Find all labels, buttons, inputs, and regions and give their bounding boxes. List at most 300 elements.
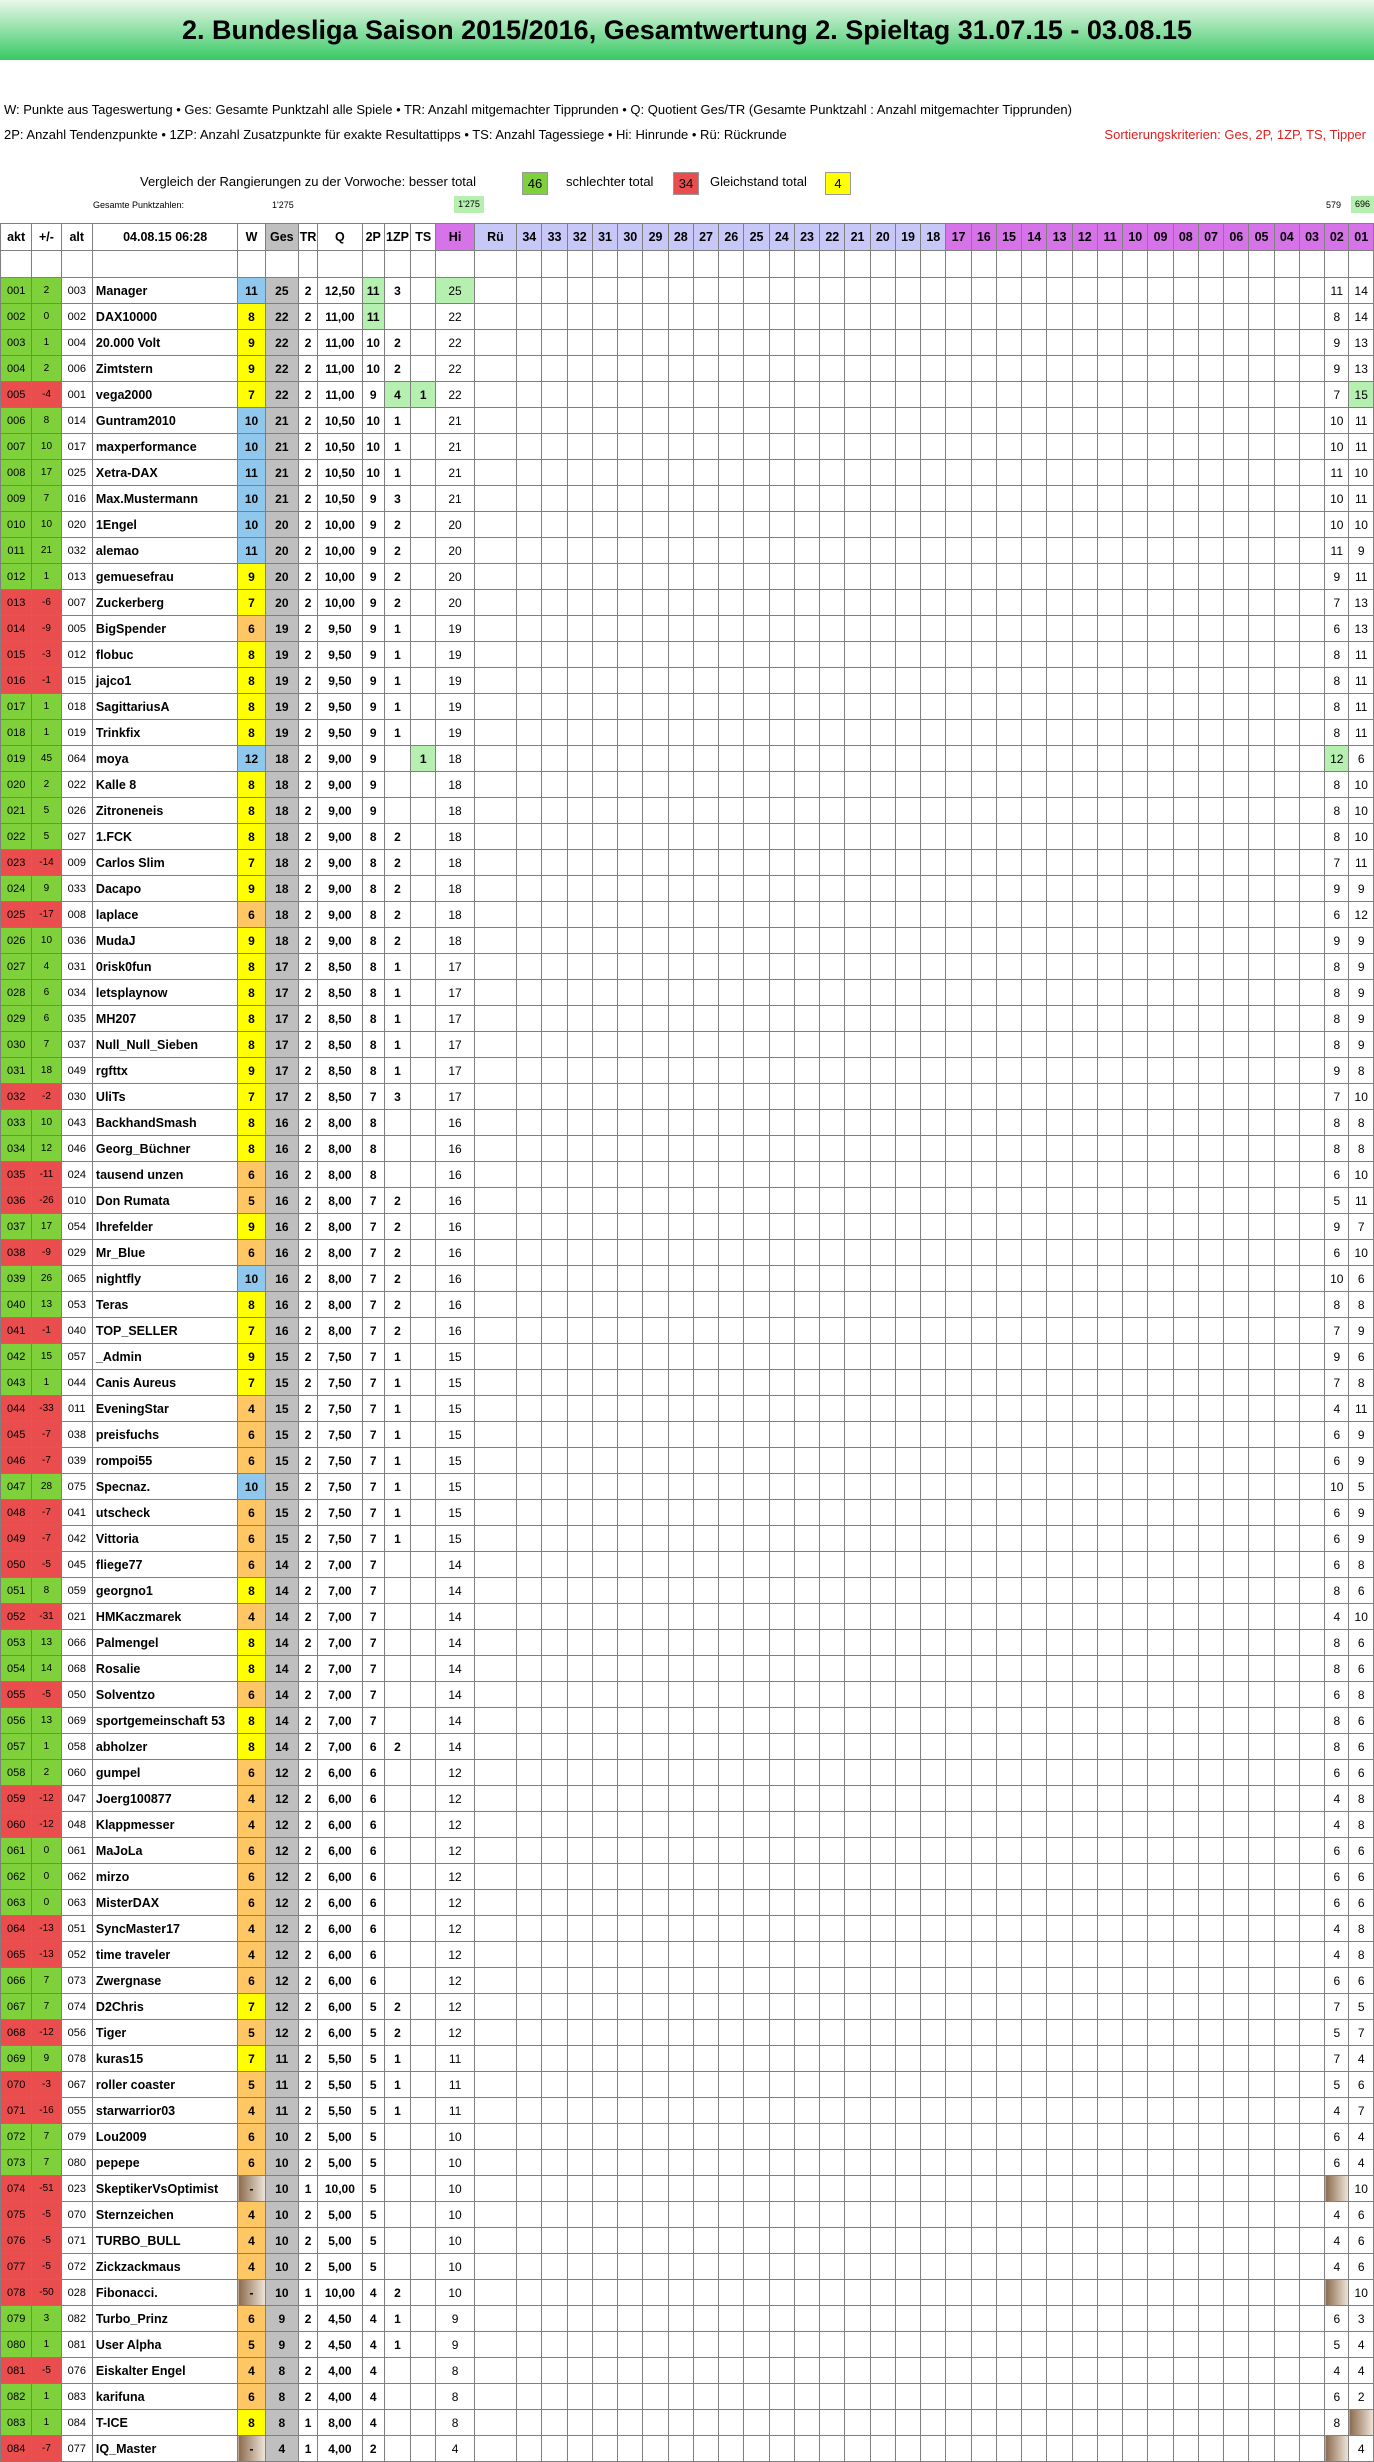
table-row bbox=[1, 356, 1374, 382]
round-cell bbox=[1274, 1734, 1299, 1760]
spacer-cell bbox=[693, 251, 718, 278]
hinrunde: 15 bbox=[436, 1344, 474, 1370]
round-cell bbox=[567, 1474, 592, 1500]
round-cell bbox=[618, 1682, 643, 1708]
round-cell bbox=[1299, 850, 1324, 876]
round-cell bbox=[542, 2150, 567, 2176]
exact-points: 1 bbox=[384, 616, 410, 642]
quotient: 7,50 bbox=[318, 1344, 362, 1370]
round-cell bbox=[870, 902, 895, 928]
round-cell bbox=[1097, 304, 1122, 330]
round-cell bbox=[946, 1994, 971, 2020]
round-cell bbox=[794, 1188, 819, 1214]
round-cell bbox=[668, 538, 693, 564]
round-cell bbox=[1097, 1214, 1122, 1240]
round-cell bbox=[845, 1812, 870, 1838]
round-cell bbox=[1299, 2150, 1324, 2176]
round-cell bbox=[1072, 1110, 1097, 1136]
round-cell bbox=[719, 486, 744, 512]
round-cell bbox=[1249, 1786, 1274, 1812]
round-cell bbox=[895, 382, 920, 408]
change-cell: 13 bbox=[32, 1292, 61, 1318]
spacer-cell bbox=[996, 251, 1021, 278]
round-cell bbox=[1274, 2384, 1299, 2410]
round-02: 8 bbox=[1325, 720, 1349, 746]
round-cell bbox=[542, 1682, 567, 1708]
total-points: 17 bbox=[265, 1006, 298, 1032]
round-cell bbox=[1123, 1864, 1148, 1890]
total-points: 12 bbox=[265, 1942, 298, 1968]
round-cell bbox=[1148, 928, 1173, 954]
round-cell bbox=[1224, 1240, 1249, 1266]
round-cell bbox=[592, 2046, 617, 2072]
round-cell bbox=[996, 1838, 1021, 1864]
round-cell bbox=[1299, 1422, 1324, 1448]
round-cell bbox=[542, 2176, 567, 2202]
round-cell bbox=[592, 850, 617, 876]
round-cell bbox=[1097, 798, 1122, 824]
round-cell bbox=[1022, 1578, 1047, 1604]
round-cell bbox=[1198, 772, 1223, 798]
rank-cell: 030 bbox=[1, 1032, 32, 1058]
round-cell bbox=[542, 460, 567, 486]
round-cell bbox=[744, 2228, 769, 2254]
round-cell bbox=[567, 1578, 592, 1604]
round-01: 10 bbox=[1349, 2176, 1374, 2202]
change-cell: 1 bbox=[32, 1370, 61, 1396]
prev-rank-cell: 034 bbox=[61, 980, 92, 1006]
total-points: 8 bbox=[265, 2384, 298, 2410]
round-cell bbox=[618, 2098, 643, 2124]
round-cell bbox=[1097, 2046, 1122, 2072]
round-cell bbox=[1299, 2202, 1324, 2228]
round-cell bbox=[946, 616, 971, 642]
table-row bbox=[1, 1578, 1374, 1604]
spacer-cell bbox=[643, 251, 668, 278]
round-cell bbox=[794, 2072, 819, 2098]
table-row bbox=[1, 1240, 1374, 1266]
round-cell bbox=[1097, 1994, 1122, 2020]
round-cell bbox=[668, 2254, 693, 2280]
round-cell bbox=[592, 2384, 617, 2410]
round-cell bbox=[542, 1214, 567, 1240]
round-cell bbox=[794, 668, 819, 694]
round-cell bbox=[1224, 408, 1249, 434]
spacer-cell bbox=[32, 251, 61, 278]
round-cell bbox=[946, 1032, 971, 1058]
round-cell bbox=[567, 954, 592, 980]
round-cell bbox=[1224, 1708, 1249, 1734]
round-cell bbox=[517, 330, 542, 356]
round-cell bbox=[1274, 850, 1299, 876]
round-cell bbox=[744, 2436, 769, 2462]
round-cell bbox=[668, 1136, 693, 1162]
round-cell bbox=[1249, 2046, 1274, 2072]
round-cell bbox=[845, 2202, 870, 2228]
round-cell bbox=[971, 2124, 996, 2150]
rank-cell: 010 bbox=[1, 512, 32, 538]
round-cell bbox=[592, 2228, 617, 2254]
round-01: 8 bbox=[1349, 1292, 1374, 1318]
player-name: fliege77 bbox=[92, 1552, 237, 1578]
round-cell bbox=[971, 1058, 996, 1084]
round-cell bbox=[845, 1292, 870, 1318]
round-cell bbox=[895, 1526, 920, 1552]
day-wins bbox=[411, 1552, 436, 1578]
round-cell bbox=[845, 1110, 870, 1136]
hinrunde: 15 bbox=[436, 1500, 474, 1526]
round-cell bbox=[719, 2150, 744, 2176]
round-cell bbox=[542, 1162, 567, 1188]
rounds-played: 2 bbox=[298, 2150, 317, 2176]
round-cell bbox=[1123, 1474, 1148, 1500]
round-cell bbox=[643, 512, 668, 538]
hinrunde: 10 bbox=[436, 2176, 474, 2202]
round-cell bbox=[1097, 1786, 1122, 1812]
round-cell bbox=[1173, 928, 1198, 954]
change-cell: -50 bbox=[32, 2280, 61, 2306]
round-cell bbox=[517, 434, 542, 460]
round-cell bbox=[769, 1136, 794, 1162]
round-cell bbox=[845, 1370, 870, 1396]
exact-points: 2 bbox=[384, 1266, 410, 1292]
round-cell bbox=[592, 1786, 617, 1812]
rank-cell: 025 bbox=[1, 902, 32, 928]
round-cell bbox=[794, 1240, 819, 1266]
round-cell bbox=[1274, 798, 1299, 824]
round-cell bbox=[744, 2254, 769, 2280]
total-points: 15 bbox=[265, 1526, 298, 1552]
spacer-cell bbox=[1072, 251, 1097, 278]
round-cell bbox=[895, 1058, 920, 1084]
round-02: 9 bbox=[1325, 1344, 1349, 1370]
round-cell bbox=[1148, 1630, 1173, 1656]
round-cell bbox=[1299, 1240, 1324, 1266]
round-cell bbox=[1072, 2072, 1097, 2098]
day-points: 10 bbox=[238, 1266, 265, 1292]
player-name: Mr_Blue bbox=[92, 1240, 237, 1266]
table-row bbox=[1, 1838, 1374, 1864]
prev-rank-cell: 077 bbox=[61, 2436, 92, 2462]
table-row bbox=[1, 538, 1374, 564]
exact-points: 1 bbox=[384, 1448, 410, 1474]
round-cell bbox=[946, 1240, 971, 1266]
round-02: 6 bbox=[1325, 1864, 1349, 1890]
round-cell bbox=[1022, 1084, 1047, 1110]
round-02: 8 bbox=[1325, 1136, 1349, 1162]
tendency-points: 9 bbox=[362, 616, 384, 642]
round-cell bbox=[820, 1110, 845, 1136]
round-cell bbox=[618, 460, 643, 486]
day-points: 7 bbox=[238, 1084, 265, 1110]
prev-rank-cell: 038 bbox=[61, 1422, 92, 1448]
round-cell bbox=[794, 980, 819, 1006]
round-cell bbox=[1097, 1396, 1122, 1422]
player-name: jajco1 bbox=[92, 668, 237, 694]
round-cell bbox=[1072, 1604, 1097, 1630]
round-cell bbox=[769, 2098, 794, 2124]
table-row bbox=[1, 1682, 1374, 1708]
round-cell bbox=[1249, 668, 1274, 694]
round-cell bbox=[744, 1890, 769, 1916]
rueckrunde bbox=[474, 1474, 516, 1500]
round-cell bbox=[744, 1968, 769, 1994]
round-cell bbox=[845, 512, 870, 538]
round-cell bbox=[1198, 694, 1223, 720]
round-cell bbox=[517, 2384, 542, 2410]
round-02: 4 bbox=[1325, 2228, 1349, 2254]
round-cell bbox=[1022, 1214, 1047, 1240]
tendency-points: 6 bbox=[362, 1890, 384, 1916]
round-cell bbox=[1249, 772, 1274, 798]
player-name: Eiskalter Engel bbox=[92, 2358, 237, 2384]
round-cell bbox=[1224, 304, 1249, 330]
rueckrunde bbox=[474, 1292, 516, 1318]
round-cell bbox=[820, 2280, 845, 2306]
hdr-round: 04 bbox=[1274, 224, 1299, 251]
round-cell bbox=[769, 1916, 794, 1942]
prev-rank-cell: 022 bbox=[61, 772, 92, 798]
round-cell bbox=[1097, 2436, 1122, 2462]
round-cell bbox=[769, 1058, 794, 1084]
round-cell bbox=[1072, 2176, 1097, 2202]
round-cell bbox=[744, 2384, 769, 2410]
round-cell bbox=[719, 1656, 744, 1682]
hinrunde: 12 bbox=[436, 1994, 474, 2020]
round-cell bbox=[1047, 1968, 1072, 1994]
hinrunde: 14 bbox=[436, 1578, 474, 1604]
round-cell bbox=[1072, 382, 1097, 408]
round-cell bbox=[921, 564, 946, 590]
round-cell bbox=[1274, 1448, 1299, 1474]
round-cell bbox=[1097, 772, 1122, 798]
hdr-round: 33 bbox=[542, 224, 567, 251]
hinrunde: 15 bbox=[436, 1370, 474, 1396]
round-cell bbox=[542, 1500, 567, 1526]
round-cell bbox=[1097, 1344, 1122, 1370]
round-cell bbox=[971, 746, 996, 772]
change-cell: 10 bbox=[32, 434, 61, 460]
round-cell bbox=[643, 746, 668, 772]
spacer-row bbox=[1, 251, 1374, 278]
round-cell bbox=[870, 1604, 895, 1630]
round-cell bbox=[794, 876, 819, 902]
round-cell bbox=[1022, 798, 1047, 824]
round-cell bbox=[895, 2332, 920, 2358]
round-02: 8 bbox=[1325, 1578, 1349, 1604]
round-cell bbox=[895, 2072, 920, 2098]
round-cell bbox=[1047, 642, 1072, 668]
round-cell bbox=[1148, 2384, 1173, 2410]
rueckrunde bbox=[474, 668, 516, 694]
round-cell bbox=[719, 1578, 744, 1604]
table-row bbox=[1, 1292, 1374, 1318]
round-cell bbox=[769, 2254, 794, 2280]
change-cell: 1 bbox=[32, 2332, 61, 2358]
round-cell bbox=[618, 1448, 643, 1474]
exact-points bbox=[384, 1812, 410, 1838]
round-cell bbox=[870, 1500, 895, 1526]
round-cell bbox=[668, 1942, 693, 1968]
round-cell bbox=[668, 278, 693, 304]
round-cell bbox=[1047, 1396, 1072, 1422]
round-cell bbox=[794, 1370, 819, 1396]
round-cell bbox=[870, 1552, 895, 1578]
prev-rank-cell: 042 bbox=[61, 1526, 92, 1552]
round-cell bbox=[643, 980, 668, 1006]
round-cell bbox=[1148, 1136, 1173, 1162]
exact-points bbox=[384, 1604, 410, 1630]
exact-points: 3 bbox=[384, 278, 410, 304]
day-points: 9 bbox=[238, 928, 265, 954]
round-cell bbox=[1072, 304, 1097, 330]
round-cell bbox=[1173, 1084, 1198, 1110]
rank-cell: 053 bbox=[1, 1630, 32, 1656]
tendency-points: 4 bbox=[362, 2332, 384, 2358]
round-cell bbox=[567, 772, 592, 798]
round-cell bbox=[946, 1162, 971, 1188]
round-cell bbox=[794, 954, 819, 980]
round-cell bbox=[643, 2436, 668, 2462]
round-01: 4 bbox=[1349, 2150, 1374, 2176]
round-cell bbox=[794, 720, 819, 746]
round-cell bbox=[1097, 1162, 1122, 1188]
round-cell bbox=[643, 486, 668, 512]
hinrunde: 22 bbox=[436, 330, 474, 356]
round-cell bbox=[870, 1006, 895, 1032]
round-cell bbox=[845, 538, 870, 564]
round-cell bbox=[1047, 1240, 1072, 1266]
round-01: 2 bbox=[1349, 2384, 1374, 2410]
round-cell bbox=[1123, 2020, 1148, 2046]
round-cell bbox=[1047, 1162, 1072, 1188]
round-cell bbox=[895, 1266, 920, 1292]
round-cell bbox=[1173, 1994, 1198, 2020]
round-cell bbox=[971, 1630, 996, 1656]
round-cell bbox=[870, 616, 895, 642]
round-cell bbox=[643, 694, 668, 720]
change-cell: 12 bbox=[32, 1136, 61, 1162]
round-cell bbox=[845, 278, 870, 304]
spacer-cell bbox=[1274, 251, 1299, 278]
rueckrunde bbox=[474, 1604, 516, 1630]
round-cell bbox=[1123, 2306, 1148, 2332]
round-cell bbox=[794, 2228, 819, 2254]
quotient: 7,00 bbox=[318, 1682, 362, 1708]
round-cell bbox=[1274, 2072, 1299, 2098]
table-row bbox=[1, 1526, 1374, 1552]
change-cell: 17 bbox=[32, 460, 61, 486]
round-cell bbox=[895, 824, 920, 850]
round-cell bbox=[845, 330, 870, 356]
round-cell bbox=[794, 2436, 819, 2462]
round-cell bbox=[1097, 1032, 1122, 1058]
rank-cell: 017 bbox=[1, 694, 32, 720]
exact-points bbox=[384, 2176, 410, 2202]
rank-cell: 059 bbox=[1, 1786, 32, 1812]
round-02: 9 bbox=[1325, 928, 1349, 954]
round-cell bbox=[820, 1656, 845, 1682]
round-02: 6 bbox=[1325, 1760, 1349, 1786]
round-cell bbox=[1274, 330, 1299, 356]
round-cell bbox=[517, 2124, 542, 2150]
round-cell bbox=[1198, 2358, 1223, 2384]
round-cell bbox=[719, 538, 744, 564]
round-cell bbox=[870, 694, 895, 720]
round-cell bbox=[1022, 2384, 1047, 2410]
round-cell bbox=[643, 616, 668, 642]
round-cell bbox=[1022, 1188, 1047, 1214]
round-02: 10 bbox=[1325, 408, 1349, 434]
round-02: 7 bbox=[1325, 1318, 1349, 1344]
round-cell bbox=[542, 434, 567, 460]
quotient: 8,50 bbox=[318, 1032, 362, 1058]
rounds-played: 2 bbox=[298, 382, 317, 408]
rueckrunde bbox=[474, 746, 516, 772]
quotient: 7,00 bbox=[318, 1578, 362, 1604]
round-cell bbox=[971, 304, 996, 330]
day-wins bbox=[411, 1994, 436, 2020]
exact-points: 2 bbox=[384, 1188, 410, 1214]
round-cell bbox=[996, 590, 1021, 616]
round-cell bbox=[895, 746, 920, 772]
round-cell bbox=[820, 2202, 845, 2228]
tendency-points: 7 bbox=[362, 1474, 384, 1500]
exact-points bbox=[384, 1656, 410, 1682]
round-cell bbox=[895, 1656, 920, 1682]
tendency-points: 9 bbox=[362, 564, 384, 590]
day-wins bbox=[411, 2176, 436, 2202]
hinrunde: 12 bbox=[436, 1890, 474, 1916]
change-cell: -2 bbox=[32, 1084, 61, 1110]
hinrunde: 20 bbox=[436, 538, 474, 564]
round-cell bbox=[719, 1448, 744, 1474]
player-name: Don Rumata bbox=[92, 1188, 237, 1214]
round-cell bbox=[1097, 2124, 1122, 2150]
round-cell bbox=[643, 1448, 668, 1474]
round-cell bbox=[668, 1214, 693, 1240]
round-cell bbox=[794, 694, 819, 720]
round-cell bbox=[567, 1370, 592, 1396]
rueckrunde bbox=[474, 616, 516, 642]
round-cell bbox=[567, 460, 592, 486]
round-cell bbox=[1047, 486, 1072, 512]
round-cell bbox=[870, 2150, 895, 2176]
table-row bbox=[1, 1188, 1374, 1214]
round-cell bbox=[895, 694, 920, 720]
spacer-cell bbox=[517, 251, 542, 278]
round-cell bbox=[996, 1448, 1021, 1474]
round-cell bbox=[618, 954, 643, 980]
round-cell bbox=[719, 278, 744, 304]
round-cell bbox=[744, 1604, 769, 1630]
tendency-points: 7 bbox=[362, 1604, 384, 1630]
round-cell bbox=[1148, 720, 1173, 746]
round-cell bbox=[895, 668, 920, 694]
round-01: 11 bbox=[1349, 642, 1374, 668]
round-cell bbox=[996, 1032, 1021, 1058]
round-cell bbox=[1072, 1500, 1097, 1526]
round-cell bbox=[946, 1422, 971, 1448]
total-points: 14 bbox=[265, 1708, 298, 1734]
day-points: 8 bbox=[238, 304, 265, 330]
round-cell bbox=[895, 1812, 920, 1838]
round-cell bbox=[996, 694, 1021, 720]
round-cell bbox=[1198, 564, 1223, 590]
total-points: 19 bbox=[265, 720, 298, 746]
round-cell bbox=[1198, 876, 1223, 902]
table-row bbox=[1, 1864, 1374, 1890]
